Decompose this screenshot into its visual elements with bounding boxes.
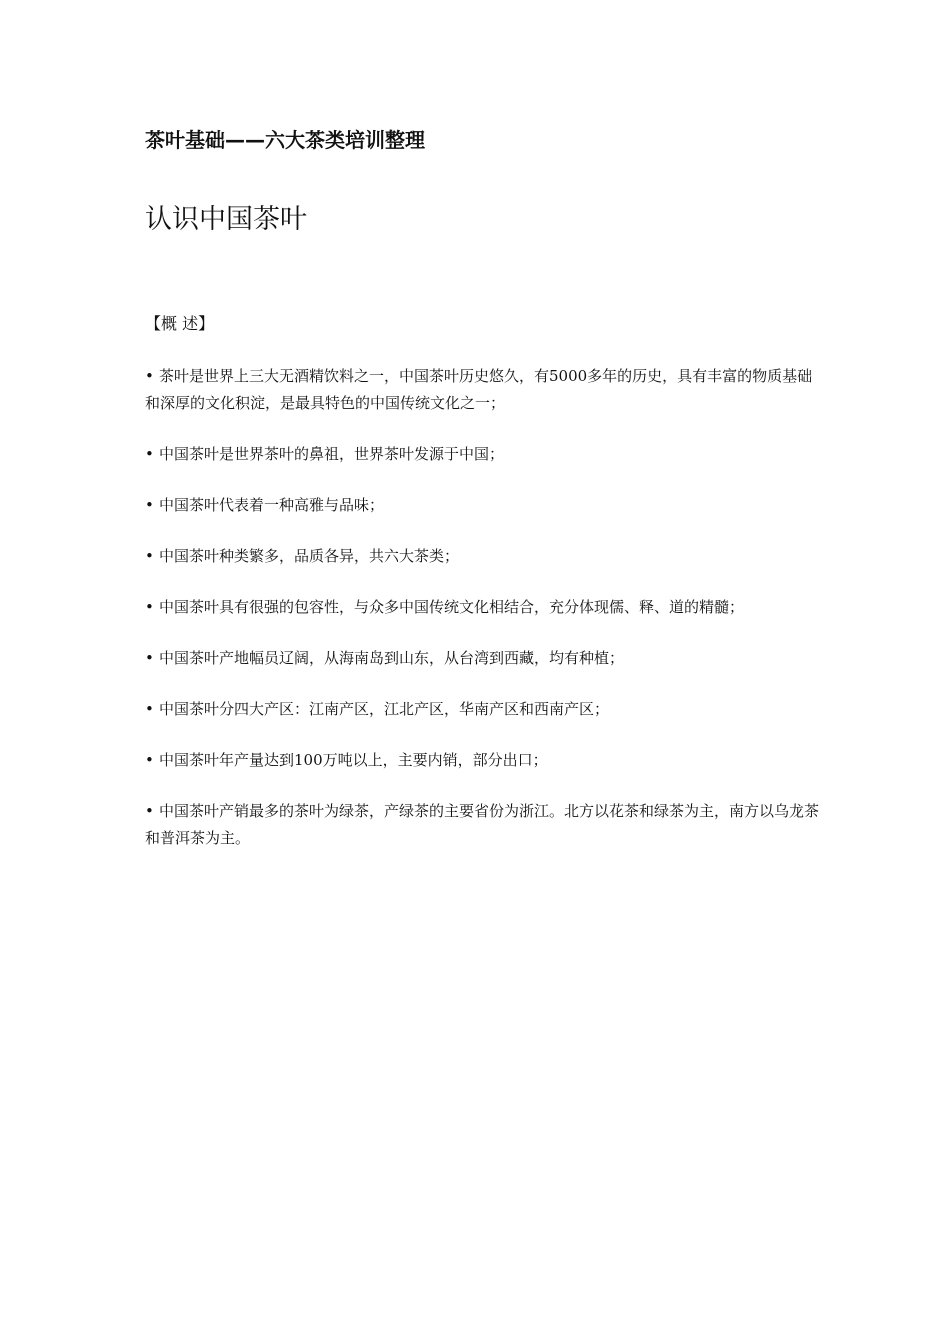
bullet-text: 中国茶叶具有很强的包容性，与众多中国传统文化相结合，充分体现儒、释、道的精髓； (159, 598, 745, 616)
bullet-text: 茶叶是世界上三大无酒精饮料之一，中国茶叶历史悠久，有5000多年的历史，具有丰富的物质基础和深厚的文化积淀，是最具特色的中国传统文化之一； (145, 367, 813, 412)
bullet-dot-icon: • (145, 496, 154, 514)
bullet-item (145, 363, 825, 417)
bullet-text: 中国茶叶产地幅员辽阔，从海南岛到山东，从台湾到西藏，均有种植； (159, 649, 625, 667)
overview-subheading: 【概 述】 (145, 314, 215, 333)
bullet-dot-icon: • (145, 598, 154, 616)
bullet-dot-icon: • (145, 547, 154, 565)
bullet-text: 中国茶叶种类繁多，品质各异，共六大茶类； (159, 547, 460, 565)
bullet-item (145, 594, 825, 621)
document-title: 茶叶基础——六大茶类培训整理 (145, 128, 425, 152)
bullet-text: 中国茶叶年产量达到100万吨以上，主要内销，部分出口； (159, 751, 548, 769)
bullet-dot-icon: • (145, 700, 154, 718)
bullet-item (145, 696, 825, 723)
bullet-text: 中国茶叶代表着一种高雅与品味； (159, 496, 385, 514)
bullet-item (145, 645, 825, 672)
bullet-dot-icon: • (145, 802, 154, 820)
section-heading: 认识中国茶叶 (145, 204, 307, 235)
bullet-text: 中国茶叶是世界茶叶的鼻祖，世界茶叶发源于中国； (159, 445, 505, 463)
overview-bullet-list (145, 363, 825, 876)
bullet-item (145, 747, 825, 774)
bullet-dot-icon: • (145, 649, 154, 667)
bullet-text: 中国茶叶分四大产区：江南产区，江北产区，华南产区和西南产区； (159, 700, 610, 718)
bullet-dot-icon: • (145, 445, 154, 463)
bullet-item (145, 798, 825, 852)
bullet-text: 中国茶叶产销最多的茶叶为绿茶，产绿茶的主要省份为浙江。北方以花茶和绿茶为主，南方以乌龙茶和普洱茶为主。 (145, 802, 820, 847)
bullet-dot-icon: • (145, 751, 154, 769)
bullet-item (145, 441, 825, 468)
bullet-dot-icon: • (145, 367, 154, 385)
bullet-item (145, 492, 825, 519)
bullet-item (145, 543, 825, 570)
